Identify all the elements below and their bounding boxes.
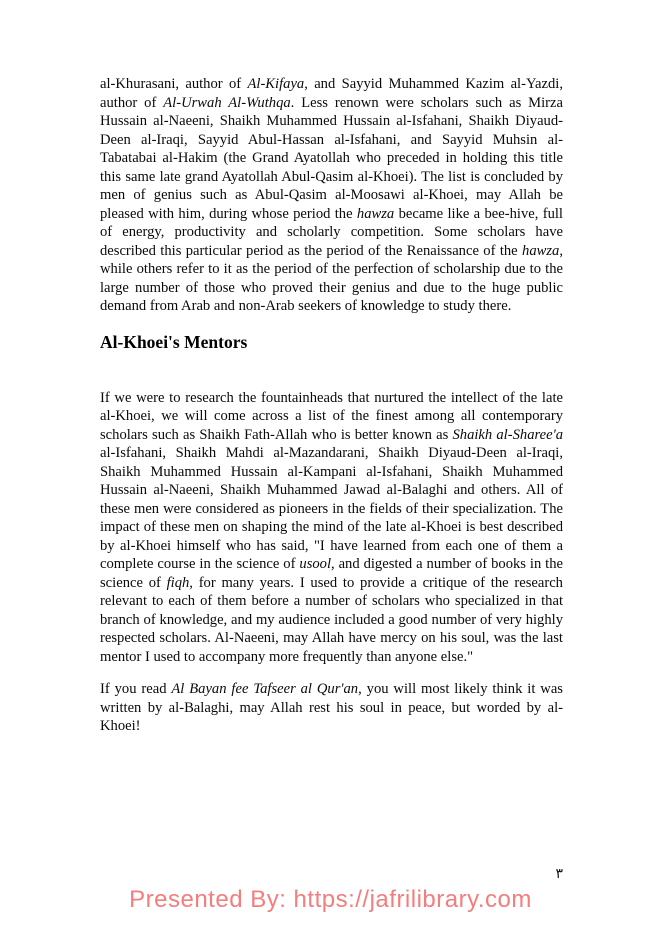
section-heading: Al-Khoei's Mentors <box>100 331 248 352</box>
text-run: If you read <box>100 681 172 697</box>
text-run: al-Isfahani, Shaikh Mahdi al-Mazandarani, Shaikh Diyaud-Deen al-Iraqi, Shaikh Muhammed Hussain al-Kampani al-Isfahani, Shaikh Muhammed Hussain al-Naeeni, Shaikh Muhammed Jawad al-Balaghi and others. All of these men were considered as pioneers in the fields of their specialization. The impact of these men on shaping the mind of the late al-Khoei is best described by al-Khoei himself who has said, "I have learned from each one of them a complete course in the science of <box>100 445 563 572</box>
italic-term: Al-Kifaya <box>247 76 305 92</box>
page-number: ٣ <box>555 867 563 882</box>
text-run: , and digested a number of books in the science of <box>100 556 563 591</box>
paragraph <box>100 680 563 736</box>
text-run: al-Khurasani, author of <box>100 76 248 92</box>
italic-term: usool <box>299 556 332 572</box>
paragraph <box>100 75 563 316</box>
watermark-link[interactable]: Presented By: https://jafrilibrary.com <box>129 886 532 913</box>
italic-term: Shaikh al-Sharee'a <box>452 426 564 443</box>
italic-term: hawza <box>522 242 560 259</box>
text-run: , and Sayyid Muhammed Kazim al-Yazdi, author of <box>100 76 563 111</box>
italic-term: Al Bayan fee Tafseer al Qur'an <box>171 681 359 697</box>
text-run: , you will most likely think it was written by al-Balaghi, may Allah rest his soul in peace, but worded by al-Khoei! <box>100 681 563 734</box>
text-run: . Less renown were scholars such as Mirza Hussain al-Naeeni, Shaikh Muhammed Hussain al-Isfahani, Shaikh Diyaud-Deen al-Iraqi, Sayyid Abul-Hassan al-Isfahani, and Sayyid Muhsin al-Tabatabai al-Hakim (the Grand Ayatollah who preceded in holding this title this same late grand Ayatollah Abul-Qasim al-Khoei). The list is concluded by men of genius such as Abul-Qasim al-Moosawi al-Khoei, may Allah be pleased with him, during whose period the <box>100 94 564 222</box>
text-run: If we were to research the fountainheads that nurtured the intellect of the late al-Khoei, we will come across a list of the finest among all contemporary scholars such as Shaikh Fath-Allah who is better known as <box>100 389 563 443</box>
italic-term: hawza <box>356 205 395 222</box>
document-body <box>100 75 563 750</box>
text-run: , for many years. I used to provide a critique of the research relevant to each of them before a number of scholars who specialized in that branch of knowledge, and my audience included a good number of very highly respected scholars. Al-Naeeni, may Allah have mercy on his soul, was the last mentor I used to accompany more frequently than anyone else." <box>100 574 563 665</box>
italic-term: Al-Urwah Al-Wuthqa <box>163 94 291 111</box>
text-run: , while others refer to it as the period of the perfection of scholarship due to the large number of those who proved their genius and due to the huge public demand from Arab and non-Arab seekers of knowledge to study there. <box>100 242 563 314</box>
paragraph <box>100 389 563 667</box>
text-run: became like a bee-hive, full of energy, productivity and scholarly competition. Some scholars have described this particular period as the period of the Renaissance of the <box>100 205 563 259</box>
italic-term: fiqh <box>166 574 190 591</box>
